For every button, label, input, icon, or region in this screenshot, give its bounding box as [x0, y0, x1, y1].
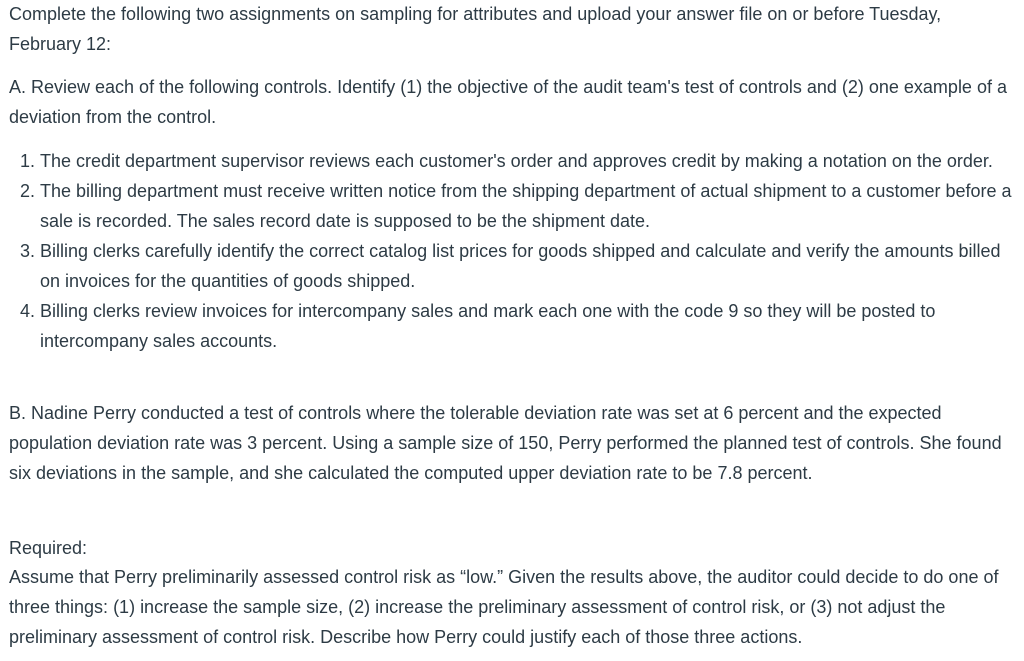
part-a-prompt: A. Review each of the following controls. Identify (1) the objective of the audit team's test of controls and (2) one example of a deviation from the control. [9, 77, 1007, 127]
part-b-scenario: B. Nadine Perry conducted a test of controls where the tolerable deviation rate was set at 6 percent and the expected population deviation rate was 3 percent. Using a sample size of 150, Perry performed the planned test of controls. She found six deviations in the sample, and she calculated the computed upper deviation rate to be 7.8 percent. [9, 403, 1002, 483]
required-label: Required: [9, 538, 88, 558]
control-item-4: 4. Billing clerks review invoices for intercompany sales and mark each one with the code 9 so they will be posted to intercompany sales accounts. [40, 296, 1019, 356]
control-item-1: 1. The credit department supervisor reviews each customer's order and approves credit by making a notation on the order. [40, 146, 1019, 176]
controls-list [9, 146, 1019, 356]
control-item-3: 3. Billing clerks carefully identify the correct catalog list prices for goods shipped and calculate and verify the amounts billed on invoices for the quantities of goods shipped. [40, 236, 1019, 296]
required-text: Assume that Perry preliminarily assessed control risk as “low.” Given the results above, the auditor could decide to do one of three things: (1) increase the sample size, (2) increase the preliminary assessment of control risk, or (3) not adjust the preliminary assessment of control risk. Describe how Perry could justify each of those three actions. [9, 567, 999, 647]
control-item-2: 2. The billing department must receive written notice from the shipping department of actual shipment to a customer before a sale is recorded. The sales record date is supposed to be the shipment date. [40, 176, 1019, 236]
intro-paragraph: Complete the following two assignments on sampling for attributes and upload your answer file on or before Tuesday, February 12: [9, 4, 942, 54]
